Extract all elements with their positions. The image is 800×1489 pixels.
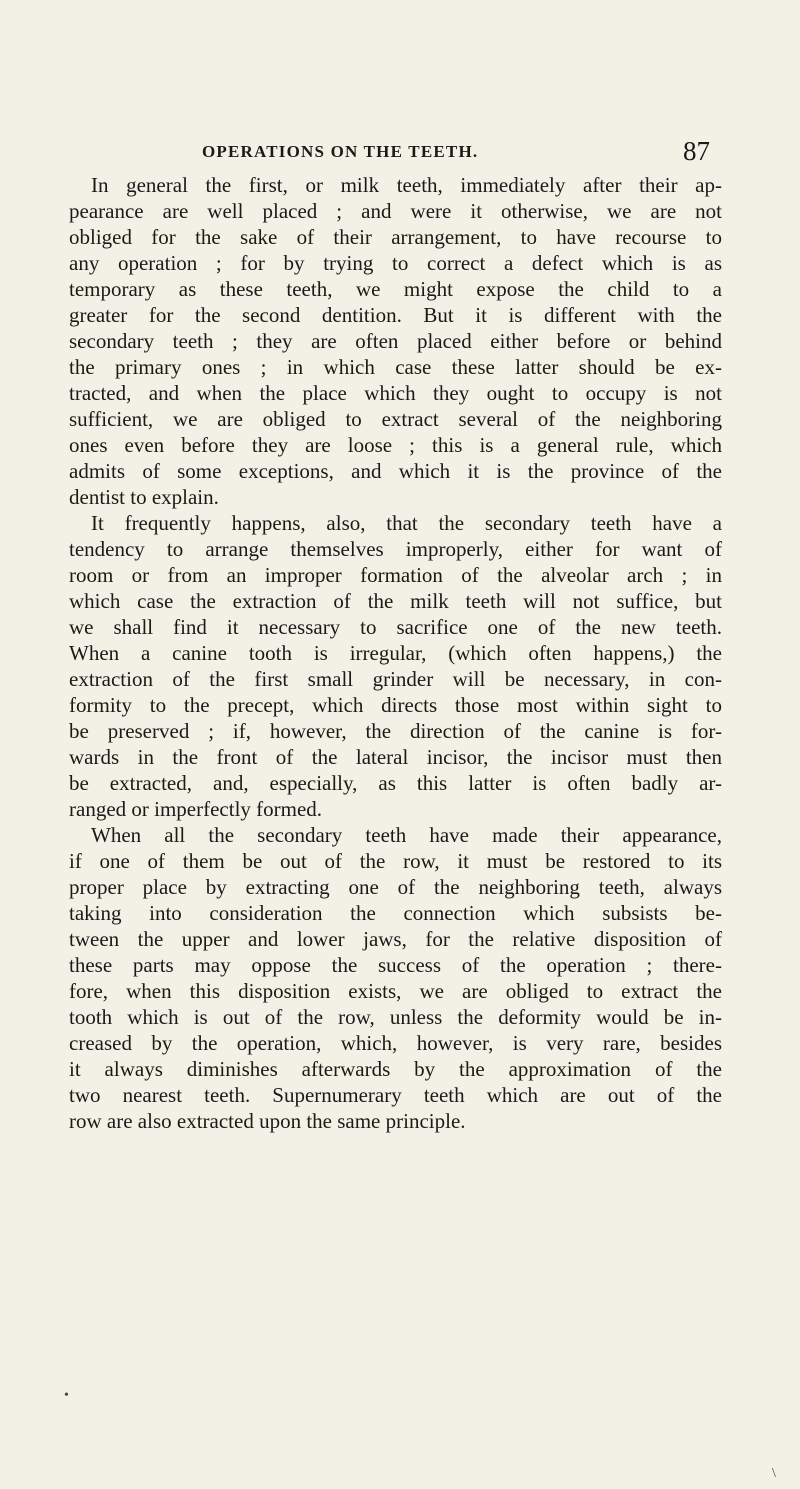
text-line: When all the secondary teeth have made their appearance,	[91, 823, 722, 847]
text-line: room or from an improper formation of the alveolar arch ; in	[69, 563, 722, 587]
text-line: any operation ; for by trying to correct a defect which is as	[69, 251, 722, 275]
text-line: which case the extraction of the milk teeth will not suffice, but	[69, 589, 722, 613]
text-line: obliged for the sake of their arrangement, to have recourse to	[69, 225, 722, 249]
text-line: tween the upper and lower jaws, for the relative disposition of	[69, 927, 722, 951]
text-line: dentist to explain.	[69, 485, 219, 509]
running-title: OPERATIONS ON THE TEETH.	[202, 142, 479, 161]
text-line: be extracted, and, especially, as this latter is often badly ar-	[69, 771, 722, 795]
paragraph-2	[69, 510, 722, 822]
text-line: formity to the precept, which directs those most within sight to	[69, 693, 722, 717]
paragraph-3	[69, 822, 722, 1134]
text-line: creased by the operation, which, however, is very rare, besides	[69, 1031, 722, 1055]
paper-speck: \	[772, 1466, 776, 1481]
text-line: we shall find it necessary to sacrifice one of the new teeth.	[69, 615, 722, 639]
paragraph-1	[69, 172, 722, 510]
text-line: row are also extracted upon the same principle.	[69, 1109, 466, 1133]
body-text	[69, 172, 722, 1134]
text-line: pearance are well placed ; and were it otherwise, we are not	[69, 199, 722, 223]
paper-speck: •	[64, 1388, 69, 1403]
text-line: greater for the second dentition. But it is different with the	[69, 303, 722, 327]
text-line: ranged or imperfectly formed.	[69, 797, 323, 821]
text-line: secondary teeth ; they are often placed either before or behind	[69, 329, 722, 353]
text-line: taking into consideration the connection which subsists be-	[69, 901, 722, 925]
page-number: 87	[683, 136, 710, 166]
text-line: these parts may oppose the success of the operation ; there-	[69, 953, 722, 977]
text-line: proper place by extracting one of the neighboring teeth, always	[69, 875, 722, 899]
text-line: the primary ones ; in which case these latter should be ex-	[69, 355, 722, 379]
text-line: sufficient, we are obliged to extract several of the neighboring	[69, 407, 722, 431]
text-line: When a canine tooth is irregular, (which often happens,) the	[69, 641, 722, 665]
text-line: tooth which is out of the row, unless the deformity would be in-	[69, 1005, 722, 1029]
text-line: admits of some exceptions, and which it is the province of the	[69, 459, 722, 483]
text-line: temporary as these teeth, we might expose the child to a	[69, 277, 722, 301]
text-line: extraction of the first small grinder will be necessary, in con-	[69, 667, 722, 691]
text-line: fore, when this disposition exists, we are obliged to extract the	[69, 979, 722, 1003]
text-line: if one of them be out of the row, it must be restored to its	[69, 849, 722, 873]
text-line: tracted, and when the place which they ought to occupy is not	[69, 381, 722, 405]
text-line: ones even before they are loose ; this is a general rule, which	[69, 433, 722, 457]
text-line: be preserved ; if, however, the direction of the canine is for-	[69, 719, 722, 743]
running-head	[190, 136, 710, 170]
text-line: In general the first, or milk teeth, immediately after their ap-	[91, 173, 722, 197]
text-line: wards in the front of the lateral incisor, the incisor must then	[69, 745, 722, 769]
text-line: it always diminishes afterwards by the approximation of the	[69, 1057, 722, 1081]
text-line: two nearest teeth. Supernumerary teeth which are out of the	[69, 1083, 722, 1107]
text-line: tendency to arrange themselves improperly, either for want of	[69, 537, 722, 561]
text-line: It frequently happens, also, that the secondary teeth have a	[91, 511, 722, 535]
